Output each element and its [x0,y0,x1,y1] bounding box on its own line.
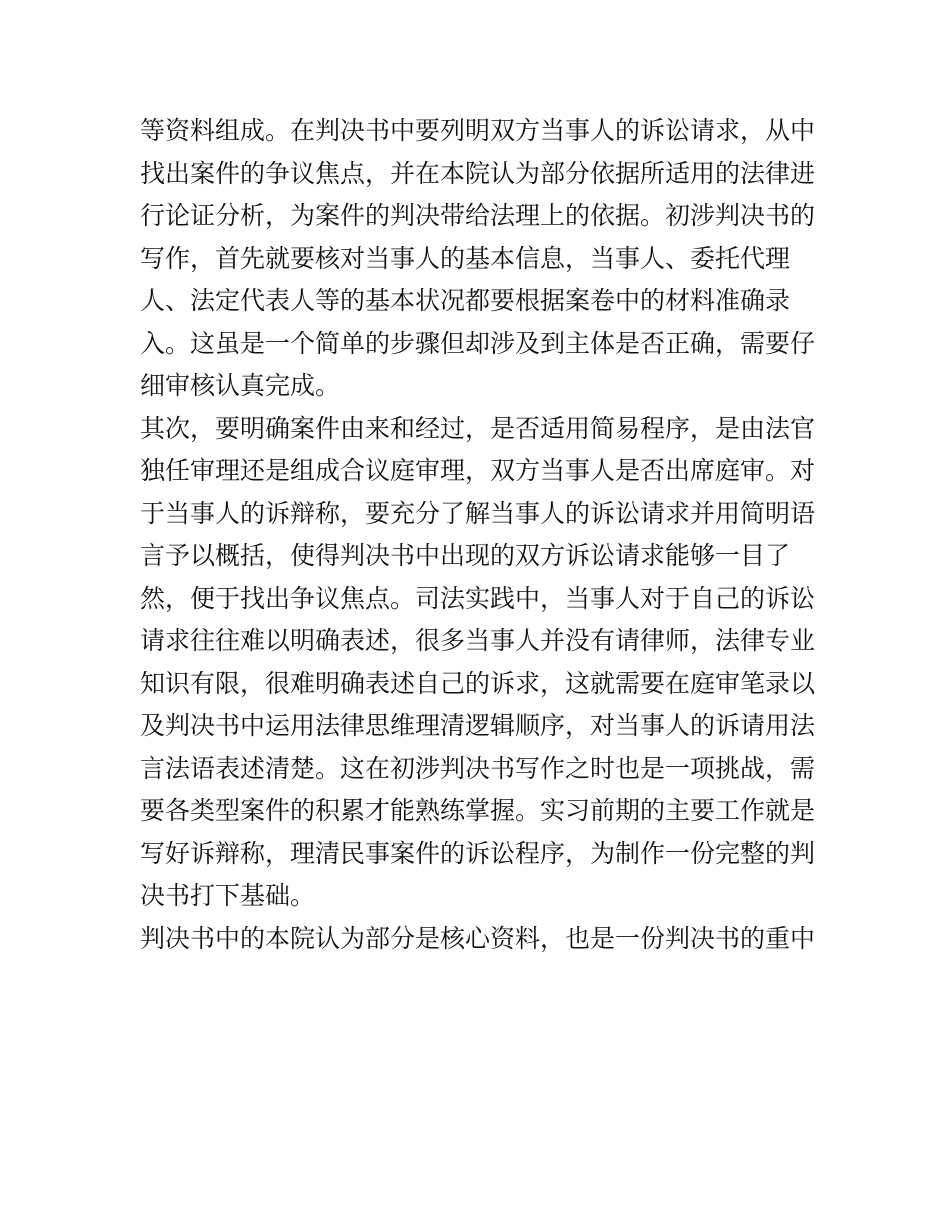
body-text [140,111,830,959]
text-line: 然，便于找出争议焦点。司法实践中，当事人对于自己的诉讼 [140,583,816,613]
text-line: 等资料组成。在判决书中要列明双方当事人的诉讼请求，从中 [140,116,816,145]
text-line: 及判决书中运用法律思维理清逻辑顺序，对当事人的诉请用法 [140,711,816,740]
text-line: 言法语表述清楚。这在初涉判决书写作之时也是一项挑战，需 [140,753,816,783]
text-line: 独任审理还是组成合议庭审理，双方当事人是否出席庭审。对 [140,456,816,485]
text-line: 写作，首先就要核对当事人的基本信息，当事人、委托代理 [140,243,791,273]
text-line: 找出案件的争议焦点，并在本院认为部分依据所适用的法律进 [140,158,816,188]
text-line: 写好诉辩称，理清民事案件的诉讼程序，为制作一份完整的判 [140,838,816,868]
text-line: 人、法定代表人等的基本状况都要根据案卷中的材料准确录 [140,286,791,315]
text-line: 其次，要明确案件由来和经过，是否适用简易程序，是由法官 [140,413,816,443]
text-line: 要各类型案件的积累才能熟练掌握。实习前期的主要工作就是 [140,796,816,825]
text-line: 于当事人的诉辩称，要充分了解当事人的诉讼请求并用简明语 [140,498,816,528]
text-line: 决书打下基础。 [140,881,316,910]
text-line: 判决书中的本院认为部分是核心资料，也是一份判决书的重中 [140,923,816,953]
text-line: 行论证分析，为案件的判决带给法理上的依据。初涉判决书的 [140,201,816,230]
text-line: 言予以概括，使得判决书中出现的双方诉讼请求能够一目了 [140,541,791,570]
text-line: 请求往往难以明确表述，很多当事人并没有请律师，法律专业 [140,626,816,655]
text-line: 细审核认真完成。 [140,371,341,400]
text-line: 入。这虽是一个简单的步骤但却涉及到主体是否正确，需要仔 [140,328,816,358]
text-line: 知识有限，很难明确表述自己的诉求，这就需要在庭审笔录以 [140,668,816,698]
